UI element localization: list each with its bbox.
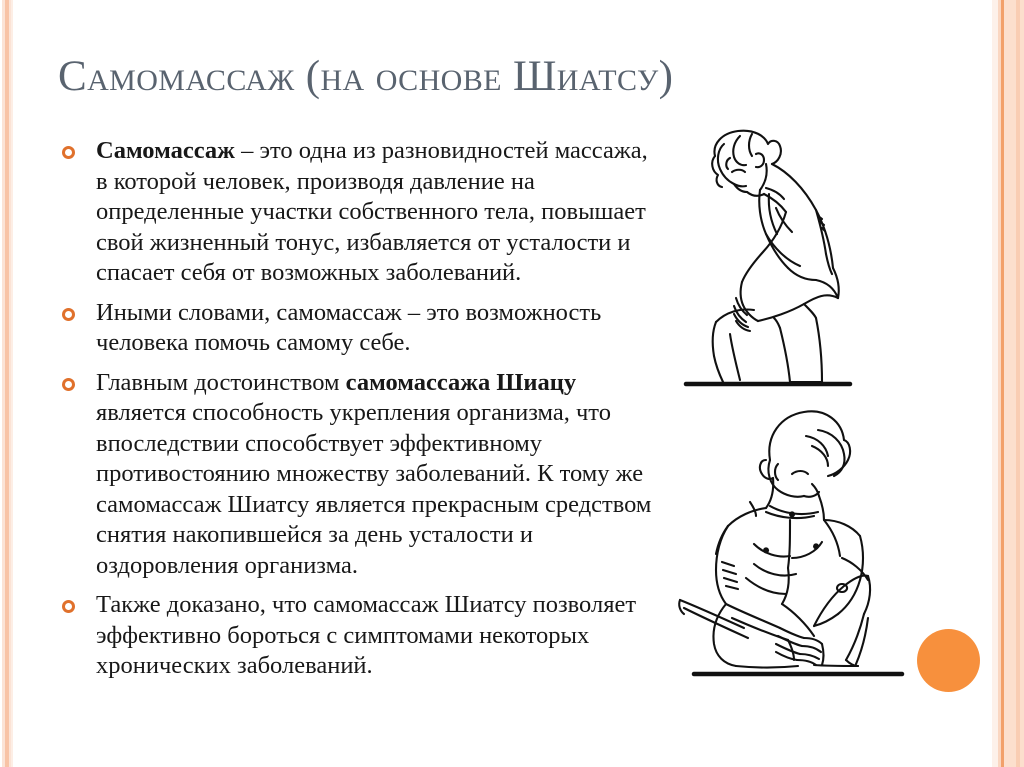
bullet-marker-icon — [62, 600, 75, 613]
list-item-text: – это одна из разновидностей массажа, в которой человек, производя давление на определенные участки собственного тела, повышает свой жизненный тонус, избавляется от усталости и спасает себя от возможных заболеваний. — [96, 137, 648, 286]
bullet-marker-icon — [62, 378, 75, 391]
list-item — [52, 136, 652, 289]
list-item-prefix: Главным достоинством — [96, 368, 346, 396]
list-item — [52, 590, 652, 682]
bullet-list — [52, 136, 652, 691]
bullet-marker-icon — [62, 146, 75, 159]
stripe-band-accent — [5, 0, 9, 767]
page-title: Самомассаж (на основе Шиатсу) — [58, 53, 674, 100]
decorative-orange-circle — [917, 629, 980, 692]
right-stripe-accent-line — [1001, 0, 1004, 767]
list-item-lead: самомассажа Шиацу — [345, 368, 577, 396]
list-item-text: является способность укрепления организма, что впоследствии способствует эффективному противостоянию множеству заболеваний. К тому же самомассаж Шиатсу является прекрасным средством снятия накопившейся за день усталости и оздоровления организма. — [96, 399, 652, 579]
right-stripe-inner — [1016, 0, 1020, 767]
right-stripe-pale — [1004, 0, 1024, 767]
list-item — [52, 368, 652, 582]
stripe-band-inner — [11, 0, 13, 767]
list-item — [52, 298, 652, 359]
illustration-seated-figure-leaning-forward — [668, 122, 918, 390]
list-item-text: Иными словами, самомассаж – это возможность человека помочь самому себе. — [96, 298, 602, 356]
list-item-text: Также доказано, что самомассаж Шиатсу позволяет эффективно бороться с симптомами некоторых хронических заболеваний. — [96, 591, 637, 679]
bullet-marker-icon — [62, 308, 75, 321]
list-item-lead: Самомассаж — [96, 137, 235, 164]
right-edge-stripe — [992, 0, 1024, 767]
illustration-seated-figure-on-floor — [666, 402, 928, 694]
left-edge-stripe — [0, 0, 14, 767]
